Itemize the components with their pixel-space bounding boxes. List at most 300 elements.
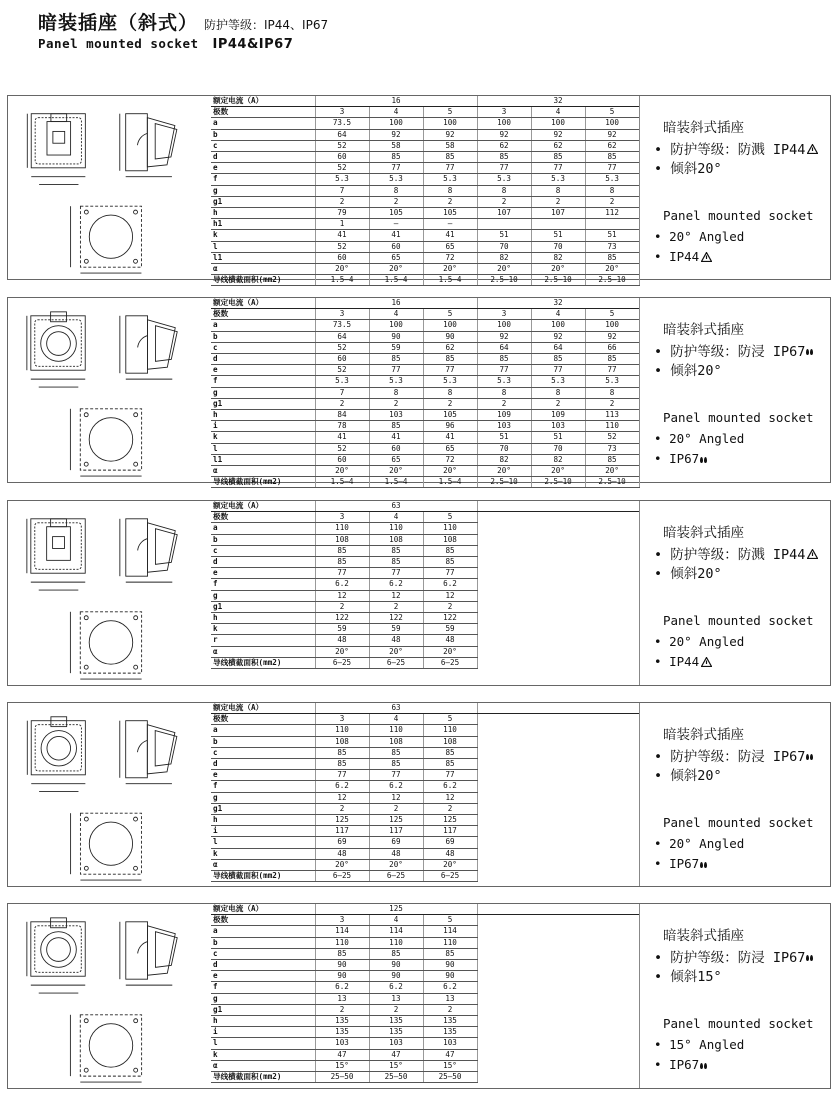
table-row	[211, 635, 639, 646]
table-cell: 2	[477, 398, 531, 409]
table-cell: 6.2	[423, 982, 477, 993]
table-row	[211, 714, 639, 725]
table-cell: 20°	[477, 466, 531, 477]
current-rating-header: 16	[315, 298, 477, 309]
desc-protection-en-text: IP44	[669, 654, 700, 669]
table-cell: 2	[531, 196, 585, 207]
table-cell: 135	[369, 1027, 423, 1038]
table-cell: 8	[369, 185, 423, 196]
table-row	[211, 993, 639, 1004]
table-cell: 84	[315, 410, 369, 421]
table-cell: 8	[477, 387, 531, 398]
desc-title-en	[663, 208, 814, 223]
table-cell: 5.3	[477, 376, 531, 387]
product-block	[7, 297, 831, 487]
table-cell: 85	[423, 545, 477, 556]
row-label: e	[211, 971, 315, 982]
table-cell: 109	[531, 410, 585, 421]
table-cell: 3	[315, 107, 369, 118]
table-cell: 2	[423, 398, 477, 409]
row-label: α	[211, 646, 315, 657]
table-cell: 2	[369, 196, 423, 207]
table-row	[211, 387, 639, 398]
table-cell: 62	[423, 342, 477, 353]
table-cell: 12	[315, 792, 369, 803]
row-label: 导线横截面积(mm2)	[211, 871, 315, 882]
table-cell: 15°	[369, 1060, 423, 1071]
table-cell: 109	[477, 410, 531, 421]
table-cell: 15°	[423, 1060, 477, 1071]
row-label: α	[211, 1060, 315, 1071]
desc-angle-zh	[654, 562, 722, 582]
table-cell: 3	[477, 309, 531, 320]
table-cell: 3	[315, 309, 369, 320]
table-cell: 25—50	[423, 1072, 477, 1083]
row-label: k	[211, 624, 315, 635]
empty-cell	[477, 1049, 639, 1060]
ip44-triangle-icon	[807, 142, 818, 158]
row-label: l	[211, 837, 315, 848]
empty-cell	[477, 1016, 639, 1027]
bullet: •	[654, 161, 671, 177]
desc-angle-zh	[654, 965, 722, 985]
table-row	[211, 557, 639, 568]
table-cell: 96	[423, 421, 477, 432]
ip44-triangle-icon	[701, 655, 712, 670]
table-cell: 62	[531, 140, 585, 151]
table-cell: 90	[423, 331, 477, 342]
table-cell: 103	[423, 1038, 477, 1049]
table-cell: 2	[531, 398, 585, 409]
table-cell: 51	[531, 230, 585, 241]
table-cell: 117	[369, 826, 423, 837]
empty-cell	[477, 557, 639, 568]
table-row	[211, 241, 639, 252]
table-cell: 20°	[423, 859, 477, 870]
table-cell: 85	[423, 354, 477, 365]
table-cell: 125	[423, 815, 477, 826]
table-cell: 92	[477, 331, 531, 342]
row-label: f	[211, 174, 315, 185]
table-row	[211, 534, 639, 545]
table-cell: 77	[531, 163, 585, 174]
table-cell: 2	[315, 601, 369, 612]
row-label: g1	[211, 1004, 315, 1015]
table-cell: 85	[315, 759, 369, 770]
table-cell: 25—50	[369, 1072, 423, 1083]
technical-drawing	[8, 96, 205, 279]
bullet: •	[654, 634, 670, 649]
table-cell: 13	[369, 993, 423, 1004]
table-cell: 52	[315, 365, 369, 376]
table-cell: 90	[369, 960, 423, 971]
empty-cell	[477, 568, 639, 579]
desc-angle-zh-text: 倾斜20°	[670, 161, 722, 177]
row-label: l	[211, 443, 315, 454]
row-label: l	[211, 1038, 315, 1049]
table-cell: 65	[369, 454, 423, 465]
table-cell: 110	[423, 937, 477, 948]
table-row	[211, 398, 639, 409]
table-cell: 4	[531, 309, 585, 320]
table-cell: 108	[315, 736, 369, 747]
row-label: h	[211, 613, 315, 624]
table-row	[211, 982, 639, 993]
empty-cell	[477, 971, 639, 982]
desc-protection-zh-text: 防护等级：防溅 IP44	[670, 142, 806, 158]
table-cell: 51	[477, 230, 531, 241]
bullet: •	[654, 950, 671, 966]
desc-protection-en	[654, 249, 712, 265]
row-label: g	[211, 387, 315, 398]
table-cell: 3	[315, 714, 369, 725]
table-cell: 47	[423, 1049, 477, 1060]
table-cell: 6.2	[423, 579, 477, 590]
table-row	[211, 320, 639, 331]
desc-title-zh-text: 暗装斜式插座	[663, 322, 744, 338]
table-cell: 1	[315, 219, 369, 230]
desc-protection-en	[654, 451, 707, 466]
desc-title-zh	[663, 116, 744, 136]
current-rating-header: 32	[477, 298, 639, 309]
bullet: •	[654, 249, 670, 264]
table-cell: 8	[585, 387, 639, 398]
table-cell: 8	[585, 185, 639, 196]
table-cell: 3	[315, 915, 369, 926]
row-label: a	[211, 926, 315, 937]
table-cell: 52	[585, 432, 639, 443]
table-cell: 3	[315, 512, 369, 523]
table-cell: 8	[423, 185, 477, 196]
desc-title-zh	[663, 318, 744, 338]
table-cell: 72	[423, 454, 477, 465]
desc-title-en	[663, 410, 814, 425]
row-label: h1	[211, 219, 315, 230]
row-label: 极数	[211, 915, 315, 926]
table-cell: 108	[423, 534, 477, 545]
table-cell: 5	[423, 309, 477, 320]
desc-angle-zh-text: 倾斜20°	[670, 363, 722, 379]
table-cell: 5.3	[315, 174, 369, 185]
table-cell: 85	[423, 759, 477, 770]
table-cell: 85	[423, 152, 477, 163]
table-cell: 2	[369, 398, 423, 409]
table-cell: 85	[369, 545, 423, 556]
empty-cell	[477, 915, 639, 926]
desc-angle-zh	[654, 359, 722, 379]
bullet: •	[654, 1057, 670, 1072]
row-label: g	[211, 792, 315, 803]
row-label: 导线横截面积(mm2)	[211, 275, 315, 286]
table-row	[211, 354, 639, 365]
row-label: e	[211, 163, 315, 174]
ip44-triangle-icon	[701, 250, 712, 265]
row-label: r	[211, 635, 315, 646]
empty-cell	[477, 1060, 639, 1071]
row-label: d	[211, 557, 315, 568]
table-cell: 100	[477, 320, 531, 331]
desc-angle-en	[654, 836, 744, 851]
table-row	[211, 466, 639, 477]
row-label: i	[211, 1027, 315, 1038]
empty-cell	[477, 1038, 639, 1049]
table-cell: 85	[369, 421, 423, 432]
table-cell: 60	[369, 241, 423, 252]
row-label: a	[211, 118, 315, 129]
table-cell: 64	[477, 342, 531, 353]
table-cell: —	[423, 219, 477, 230]
desc-protection-zh	[654, 745, 813, 765]
table-row	[211, 770, 639, 781]
table-row	[211, 948, 639, 959]
table-cell: 52	[315, 163, 369, 174]
desc-angle-en	[654, 634, 744, 649]
desc-protection-zh-text: 防护等级：防浸 IP67	[670, 749, 806, 765]
table-cell: 5.3	[423, 174, 477, 185]
table-cell: 41	[369, 230, 423, 241]
table-row	[211, 208, 639, 219]
table-cell: 6—25	[315, 871, 369, 882]
empty-cell	[477, 747, 639, 758]
table-cell: 73.5	[315, 320, 369, 331]
row-label: g1	[211, 803, 315, 814]
table-row	[211, 971, 639, 982]
product-block	[7, 702, 831, 887]
table-cell: 117	[315, 826, 369, 837]
table-cell: 4	[369, 107, 423, 118]
table-row	[211, 826, 639, 837]
row-label: l	[211, 241, 315, 252]
table-cell: 4	[531, 107, 585, 118]
dimensions-table	[211, 703, 639, 882]
table-cell: 5.3	[477, 174, 531, 185]
row-label: α	[211, 859, 315, 870]
table-cell: 77	[477, 365, 531, 376]
row-label: d	[211, 759, 315, 770]
table-row	[211, 129, 639, 140]
bullet: •	[654, 547, 671, 563]
table-cell: 8	[531, 185, 585, 196]
table-cell: 90	[423, 971, 477, 982]
table-cell: 113	[585, 410, 639, 421]
row-label: d	[211, 354, 315, 365]
table-cell: 60	[369, 443, 423, 454]
empty-cell	[477, 703, 639, 714]
table-cell: 7	[315, 185, 369, 196]
table-cell: 1.5—4	[369, 477, 423, 488]
table-cell: 100	[477, 118, 531, 129]
drawing-panel	[8, 501, 205, 685]
table-cell: 77	[423, 568, 477, 579]
desc-protection-zh	[654, 543, 818, 563]
table-cell: 5.3	[369, 376, 423, 387]
table-cell: 85	[369, 948, 423, 959]
table-cell: 8	[531, 387, 585, 398]
table-cell: 110	[423, 523, 477, 534]
table-cell: 92	[423, 129, 477, 140]
table-cell: 105	[423, 410, 477, 421]
table-cell: 82	[477, 252, 531, 263]
table-row	[211, 432, 639, 443]
table-cell: 5.3	[369, 174, 423, 185]
spec-table	[211, 904, 639, 1083]
table-cell: 2	[369, 1004, 423, 1015]
table-cell: 62	[585, 140, 639, 151]
table-cell: 2	[315, 803, 369, 814]
desc-angle-en-text: 15° Angled	[669, 1037, 745, 1052]
table-row	[211, 747, 639, 758]
table-cell: 77	[315, 568, 369, 579]
table-cell: 85	[369, 152, 423, 163]
empty-cell	[477, 725, 639, 736]
empty-cell	[477, 948, 639, 959]
table-cell: 5	[423, 512, 477, 523]
desc-title-en-text: Panel mounted socket	[663, 613, 814, 628]
row-label: a	[211, 523, 315, 534]
table-cell: —	[369, 219, 423, 230]
description-panel	[639, 96, 830, 279]
table-cell: 5	[585, 107, 639, 118]
table-row	[211, 196, 639, 207]
table-cell: 2	[315, 1004, 369, 1015]
empty-cell	[477, 1072, 639, 1083]
table-cell: 77	[531, 365, 585, 376]
table-row	[211, 803, 639, 814]
desc-protection-en-text: IP44	[669, 249, 700, 264]
table-cell: 125	[315, 815, 369, 826]
empty-cell	[477, 792, 639, 803]
table-cell: 2	[585, 196, 639, 207]
table-row	[211, 859, 639, 870]
empty-cell	[477, 815, 639, 826]
empty-cell	[477, 1004, 639, 1015]
bullet: •	[654, 768, 671, 784]
desc-protection-zh	[654, 138, 818, 158]
row-label: 导线横截面积(mm2)	[211, 657, 315, 668]
table-cell: 135	[315, 1027, 369, 1038]
table-row	[211, 1072, 639, 1083]
table-cell: 82	[531, 252, 585, 263]
dimensions-table	[211, 96, 640, 286]
table-cell: 51	[531, 432, 585, 443]
row-label: 极数	[211, 512, 315, 523]
table-row	[211, 657, 639, 668]
table-cell: 8	[423, 387, 477, 398]
table-cell: 85	[585, 252, 639, 263]
ip44-triangle-icon	[807, 547, 818, 563]
table-cell: 100	[585, 118, 639, 129]
row-label: f	[211, 579, 315, 590]
table-cell: 20°	[531, 264, 585, 275]
table-cell: 2	[423, 196, 477, 207]
table-row	[211, 342, 639, 353]
table-cell: 105	[423, 208, 477, 219]
desc-angle-zh	[654, 157, 722, 177]
table-row	[211, 477, 639, 488]
empty-cell	[477, 635, 639, 646]
table-cell: 77	[369, 365, 423, 376]
table-cell: 65	[423, 241, 477, 252]
table-cell: 12	[423, 792, 477, 803]
table-cell: 108	[369, 534, 423, 545]
table-cell: 25—50	[315, 1072, 369, 1083]
desc-protection-en-text: IP67	[669, 856, 700, 871]
description-panel	[639, 298, 830, 482]
table-cell: 100	[369, 118, 423, 129]
empty-cell	[477, 937, 639, 948]
row-label: α	[211, 264, 315, 275]
table-row	[211, 1060, 639, 1071]
bullet: •	[654, 969, 671, 985]
row-label: k	[211, 1049, 315, 1060]
product-block	[7, 903, 831, 1089]
table-cell: 60	[315, 354, 369, 365]
table-cell: 13	[423, 993, 477, 1004]
desc-title-zh	[663, 924, 744, 944]
table-cell: 92	[477, 129, 531, 140]
desc-angle-zh-text: 倾斜20°	[670, 768, 722, 784]
table-cell: 51	[585, 230, 639, 241]
table-cell: 41	[315, 230, 369, 241]
table-cell	[585, 219, 639, 230]
table-row	[211, 152, 639, 163]
table-cell: 2	[369, 803, 423, 814]
desc-protection-en	[654, 856, 707, 871]
row-label: 极数	[211, 107, 315, 118]
table-cell: 47	[315, 1049, 369, 1060]
row-label: b	[211, 331, 315, 342]
table-cell: 1.5—4	[369, 275, 423, 286]
table-cell: 117	[423, 826, 477, 837]
table-cell: 4	[369, 714, 423, 725]
table-cell: 58	[369, 140, 423, 151]
empty-cell	[477, 982, 639, 993]
table-cell: 20°	[315, 646, 369, 657]
table-cell: 110	[369, 937, 423, 948]
table-cell: 69	[369, 837, 423, 848]
table-cell: 70	[531, 443, 585, 454]
table-row	[211, 443, 639, 454]
ip67-drops-icon	[805, 344, 813, 360]
row-label: a	[211, 320, 315, 331]
table-cell: 12	[423, 590, 477, 601]
table-cell: 69	[423, 837, 477, 848]
table-cell: 85	[315, 545, 369, 556]
table-row	[211, 590, 639, 601]
table-cell: 135	[315, 1016, 369, 1027]
row-label: h	[211, 1016, 315, 1027]
table-cell: 6—25	[315, 657, 369, 668]
desc-angle-en	[654, 229, 744, 244]
table-cell: 85	[477, 152, 531, 163]
table-header-row	[211, 298, 639, 309]
table-row	[211, 230, 639, 241]
table-cell: 112	[585, 208, 639, 219]
table-cell: 5.3	[423, 376, 477, 387]
row-label: c	[211, 545, 315, 556]
table-cell: 41	[369, 432, 423, 443]
table-row	[211, 725, 639, 736]
empty-cell	[477, 759, 639, 770]
row-label: d	[211, 960, 315, 971]
table-cell: 90	[369, 971, 423, 982]
table-cell: 2.5—10	[531, 275, 585, 286]
empty-cell	[477, 613, 639, 624]
table-cell: 20°	[369, 859, 423, 870]
empty-cell	[477, 859, 639, 870]
table-cell: 77	[477, 163, 531, 174]
table-cell: 135	[369, 1016, 423, 1027]
